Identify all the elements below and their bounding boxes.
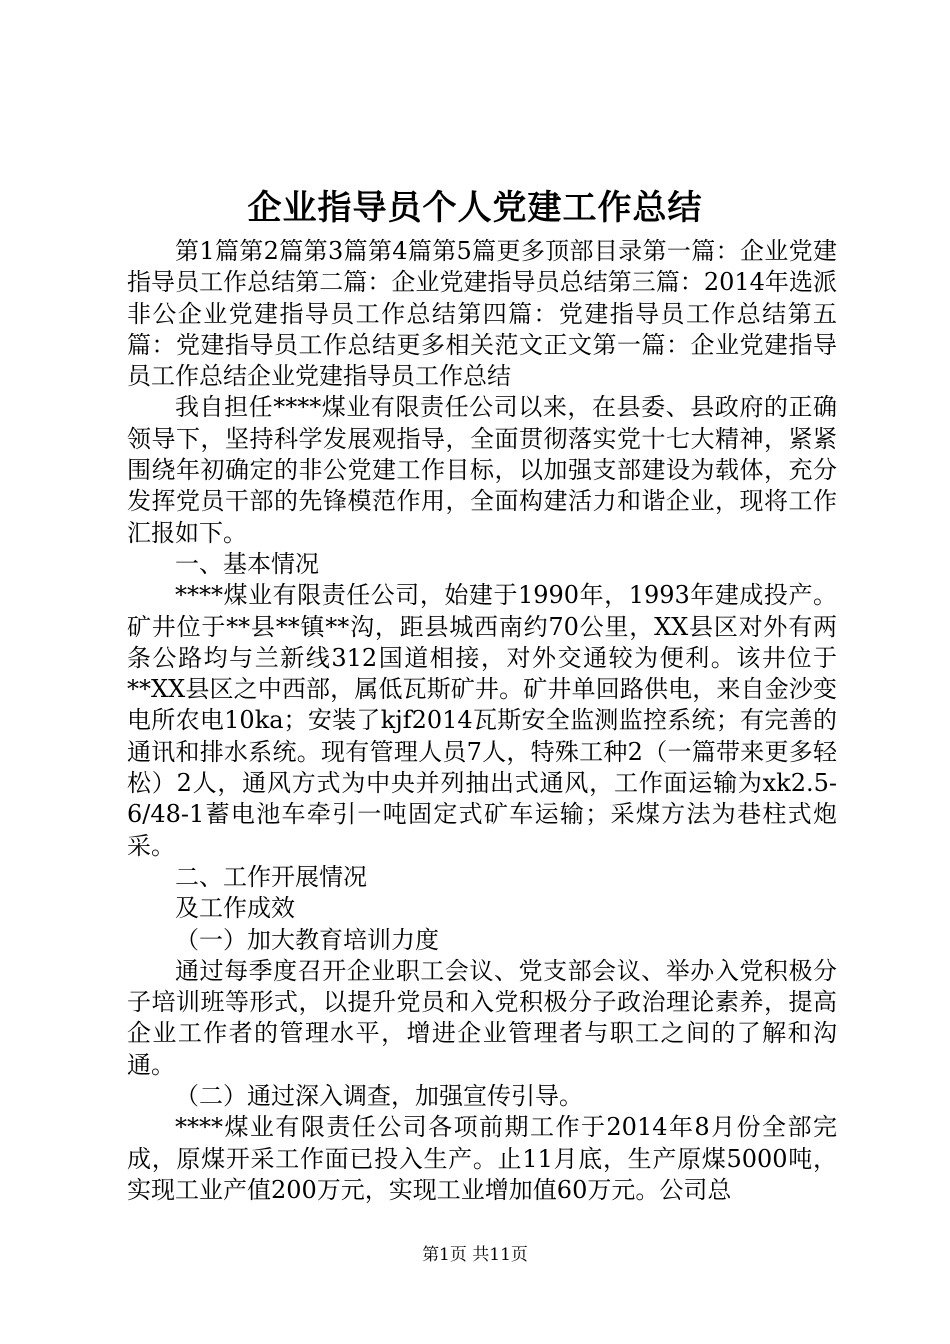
paragraph-training: 通过每季度召开企业职工会议、党支部会议、举办入党积极分子培训班等形式，以提升党员和入党积极分子政治理论素养，提高企业工作者的管理水平，增进企业管理者与职工之间的了解和沟通。 <box>127 956 837 1079</box>
document-body <box>127 236 837 1206</box>
paragraph-toc: 第1篇第2篇第3篇第4篇第5篇更多顶部目录第一篇：企业党建指导员工作总结第二篇：企业党建指导员总结第三篇：2014年选派非公企业党建指导员工作总结第四篇：党建指导员工作总结第五篇：党建指导员工作总结更多相关范文正文第一篇：企业党建指导员工作总结企业党建指导员工作总结 <box>127 237 837 391</box>
page-number-footer: 第1页 共11页 <box>422 1245 528 1265</box>
subheading-training: （一）加大教育培训力度 <box>175 925 439 954</box>
heading-work-progress: 二、工作开展情况 <box>175 862 367 891</box>
document-title: 企业指导员个人党建工作总结 <box>247 188 703 228</box>
heading-basic-situation: 一、基本情况 <box>175 549 319 578</box>
paragraph-intro: 我自担任****煤业有限责任公司以来，在县委、县政府的正确领导下，坚持科学发展观指导，全面贯彻落实党十七大精神，紧紧围绕年初确定的非公党建工作目标，以加强支部建设为载体，充分发挥党员干部的先锋模范作用，全面构建活力和谐企业，现将工作汇报如下。 <box>127 393 837 547</box>
paragraph-production: ****煤业有限责任公司各项前期工作于2014年8月份全部完成，原煤开采工作面已投入生产。止11月底，生产原煤5000吨，实现工业产值200万元，实现工业增加值60万元。公司总 <box>127 1113 837 1204</box>
heading-work-results: 及工作成效 <box>175 894 295 923</box>
paragraph-basic-situation: ****煤业有限责任公司，始建于1990年，1993年建成投产。矿井位于**县**镇**沟，距县城西南约70公里，XX县区对外有两条公路均与兰新线312国道相接，对外交通较为便利。该井位于**XX县区之中西部，属低瓦斯矿井。矿井单回路供电，来自金沙变电所农电10ka；安装了kjf2014瓦斯安全监测监控系统；有完善的通讯和排水系统。现有管理人员7人，特殊工种2（一篇带来更多轻松）2人，通风方式为中央并列抽出式通风，工作面运输为xk2.5-6/48-1蓄电池车牵引一吨固定式矿车运输；采煤方法为巷柱式炮采。 <box>127 581 837 860</box>
subheading-investigation: （二）通过深入调查，加强宣传引导。 <box>175 1082 583 1111</box>
